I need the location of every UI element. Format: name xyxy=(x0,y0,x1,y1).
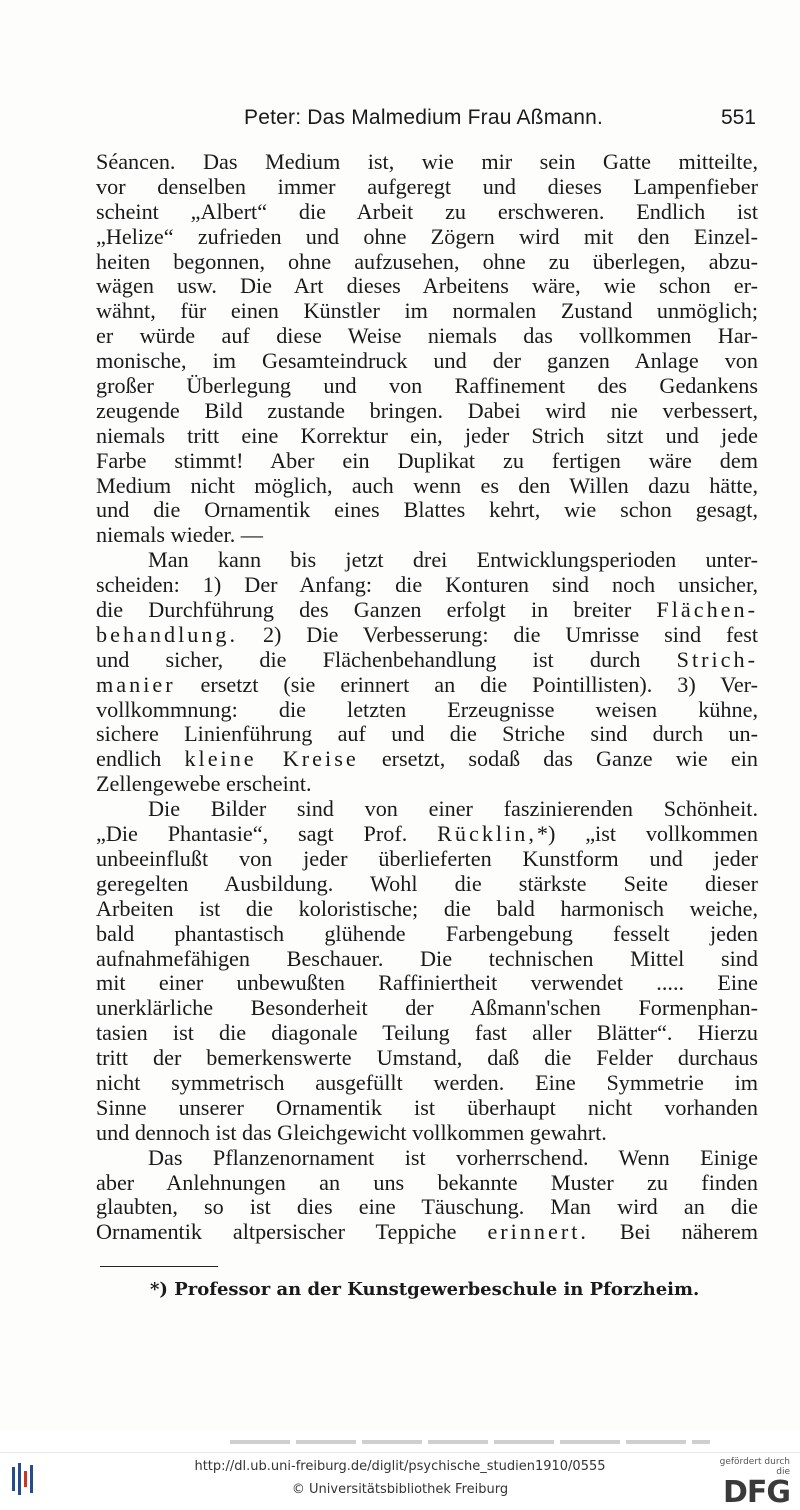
dfg-tagline: gefördert durch die xyxy=(719,1457,790,1477)
text-line: aufnahmefähigen Beschauer. Die technischen Mittel sind xyxy=(96,945,758,971)
text-line: und dennoch ist das Gleichgewicht vollkommen gewahrt. xyxy=(96,1119,607,1145)
text-line: Man kann bis jetzt drei Entwicklungsperioden unter- xyxy=(148,547,758,573)
scan-edge-artifact xyxy=(230,1440,710,1444)
text-line: vollkommnung: die letzten Erzeugnisse weisen kühne, xyxy=(96,696,758,722)
text-line: unbeeinflußt von jeder überlieferten Kunstform und jeder xyxy=(96,845,758,871)
spaced-emphasis: manier xyxy=(96,671,176,697)
text-run: Bei näherem xyxy=(619,1219,759,1245)
text-line: geregelten Ausbildung. Wohl die stärkste Seite dieser xyxy=(96,870,758,896)
text-line: aber Anlehnungen an uns bekannte Muster zu finden xyxy=(96,1169,758,1195)
text-line: er würde auf diese Weise niemals das vollkommen Har- xyxy=(96,323,758,349)
spaced-emphasis: erinnert. xyxy=(487,1219,589,1245)
running-header xyxy=(96,104,756,138)
text-line: monische, im Gesamteindruck und der ganzen Anlage von xyxy=(96,348,758,374)
copyright-notice: © Universitätsbibliothek Freiburg xyxy=(291,1482,509,1497)
text-line: großer Überlegung und von Raffinement des Gedankens xyxy=(96,373,758,399)
text-run: ersetzt (sie erinnert an die Pointillisten). 3) Ver- xyxy=(200,671,759,697)
text-line: Die Bilder sind von einer faszinierenden Schönheit. xyxy=(148,796,758,822)
text-line: Arbeiten ist die koloristische; die bald harmonisch weiche, xyxy=(96,895,758,921)
text-line: Das Pflanzenornament ist vorherrschend. Wenn Einige xyxy=(148,1144,758,1170)
text-line xyxy=(96,673,758,698)
spaced-emphasis: behandlung. xyxy=(96,621,239,647)
text-line xyxy=(96,747,758,772)
text-run: „Die Phantasie“, sagt Prof. xyxy=(96,821,408,847)
text-line: „Helize“ zufrieden und ohne Zögern wird mit den Einzel- xyxy=(96,223,758,249)
running-title: Peter: Das Malmedium Frau Aßmann. xyxy=(244,106,604,129)
text-line: scheiden: 1) Der Anfang: die Konturen sind noch unsicher, xyxy=(96,572,758,598)
text-line xyxy=(96,822,758,847)
text-line xyxy=(96,648,758,673)
text-line xyxy=(96,598,758,623)
text-run: *) „ist vollkommen xyxy=(536,821,758,847)
text-line: bald phantastisch glühende Farbengebung fesselt jeden xyxy=(96,920,758,946)
spaced-emphasis: kleine Kreise xyxy=(184,746,359,772)
text-line: Medium nicht möglich, auch wenn es den Willen dazu hätte, xyxy=(96,472,758,498)
text-line: und die Ornamentik eines Blattes kehrt, wie schon gesagt, xyxy=(96,497,758,523)
text-line: heiten begonnen, ohne aufzusehen, ohne zu überlegen, abzu- xyxy=(96,248,758,274)
text-line: glaubten, so ist dies eine Täuschung. Man wird an die xyxy=(96,1194,758,1220)
dfg-wordmark: DFG xyxy=(722,1475,790,1510)
text-line: scheint „Albert“ die Arbeit zu erschweren. Endlich ist xyxy=(96,198,758,224)
dfg-logo[interactable] xyxy=(706,1457,790,1510)
text-line: unerklärliche Besonderheit der Aßmann'schen Formenphan- xyxy=(96,995,758,1021)
text-line: sichere Linienführung auf und die Striche sind durch un- xyxy=(96,721,758,747)
text-line: Farbe stimmt! Aber ein Duplikat zu fertigen wäre dem xyxy=(96,447,758,473)
text-line: niemals wieder. — xyxy=(96,522,263,548)
text-line xyxy=(96,1220,758,1245)
text-line: nicht symmetrisch ausgefüllt werden. Eine Symmetrie im xyxy=(96,1069,758,1095)
body-text xyxy=(96,150,758,1245)
text-run: Ornamentik altpersischer Teppiche xyxy=(96,1219,457,1245)
text-line: tasien ist die diagonale Teilung fast aller Blätter“. Hierzu xyxy=(96,1020,758,1046)
text-line: mit einer unbewußten Raffiniertheit verwendet ..... Eine xyxy=(96,970,758,996)
permalink-url[interactable]: http://dl.ub.uni-freiburg.de/diglit/psychische_studien1910/0555 xyxy=(194,1459,606,1474)
text-line xyxy=(96,623,758,648)
text-run: 2) Die Verbesserung: die Umrisse sind fest xyxy=(262,621,759,647)
text-line: tritt der bemerkenswerte Umstand, daß die Felder durchaus xyxy=(96,1045,758,1071)
text-line: Zellengewebe erscheint. xyxy=(96,771,312,797)
text-run: ersetzt, sodaß das Ganze wie ein xyxy=(381,746,759,772)
text-line: wähnt, für einen Künstler im normalen Zustand unmöglich; xyxy=(96,298,758,324)
text-line: Séancen. Das Medium ist, wie mir sein Gatte mitteilte, xyxy=(96,149,758,174)
text-line: niemals tritt eine Korrektur ein, jeder Strich sitzt und jede xyxy=(96,422,758,448)
text-line: vor denselben immer aufgeregt und dieses Lampenfieber xyxy=(96,173,758,199)
footnote: *) Professor an der Kunstgewerbeschule in Pforzheim. xyxy=(150,1279,700,1300)
text-line: Sinne unserer Ornamentik ist überhaupt nicht vorhanden xyxy=(96,1094,758,1120)
viewer-footer xyxy=(0,1452,800,1510)
spaced-emphasis: Flächen- xyxy=(656,597,758,623)
text-run: endlich xyxy=(96,746,162,772)
footnote-rule xyxy=(100,1266,218,1267)
text-run: und sicher, die Flächenbehandlung ist durch xyxy=(96,646,641,672)
text-run: die Durchführung des Ganzen erfolgt in breiter xyxy=(96,597,632,623)
spaced-emphasis: Strich- xyxy=(676,646,758,672)
text-line: wägen usw. Die Art dieses Arbeitens wäre, wie schon er- xyxy=(96,273,758,299)
page-number: 551 xyxy=(720,106,756,129)
text-line: zeugende Bild zustande bringen. Dabei wird nie verbessert, xyxy=(96,397,758,423)
spaced-emphasis: Rücklin, xyxy=(437,821,537,847)
